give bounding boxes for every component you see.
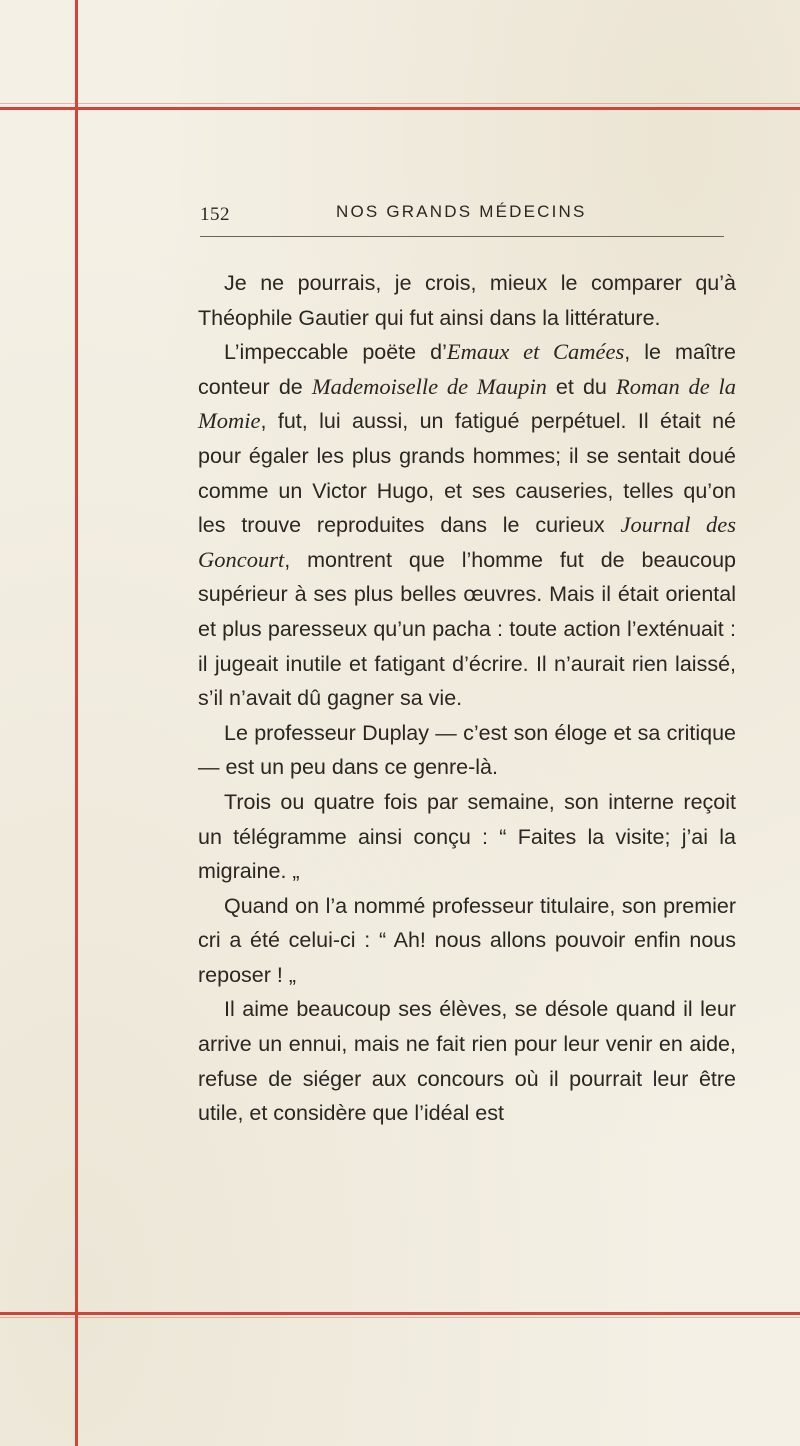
left-margin-rule: [75, 0, 78, 1446]
text-run: , fut, lui aussi, un fatigué perpétuel. Il était né pour égaler les plus grands hommes; il se sentait doué comme un Victor Hugo, et ses causeries, telles qu’on les trouve reproduites dans le curieux: [198, 409, 736, 538]
italic-title: Roman de la Momie: [198, 373, 737, 434]
text-run: Le professeur Duplay — c’est son éloge et sa critique — est un peu dans ce genre-là.: [198, 720, 736, 780]
page-number: 152: [200, 204, 230, 225]
running-head: [200, 200, 734, 226]
text-run: Il aime beaucoup ses élèves, se désole quand il leur arrive un ennui, mais ne fait rien pour leur venir en aide, refuse de siéger aux concours où il pourrait leur être utile, et considère que l’idéal est: [198, 997, 736, 1126]
paragraph: [198, 889, 736, 993]
paragraph: [198, 335, 736, 716]
bottom-margin-thin-rule: [0, 1317, 800, 1318]
header-rule: [200, 236, 724, 237]
body-text: [198, 266, 736, 1131]
italic-title: Mademoiselle de Maupin: [311, 373, 547, 399]
italic-title: Journal des Goncourt: [198, 512, 736, 572]
text-run: , le maître conteur de: [198, 340, 736, 399]
text-run: Trois ou quatre fois par semaine, son interne reçoit un télégramme ainsi conçu : “ Faites la visite; j’ai la migraine. „: [198, 789, 736, 884]
top-margin-rule: [0, 107, 800, 110]
text-run: L’impeccable poëte d’: [224, 340, 447, 365]
text-run: Je ne pourrais, je crois, mieux le comparer qu’à Théophile Gautier qui fut ainsi dans la littérature.: [198, 271, 736, 330]
paragraph: [198, 992, 736, 1130]
text-run: Quand on l’a nommé professeur titulaire, son premier cri a été celui-ci : “ Ah! nous allons pouvoir enfin nous reposer ! „: [198, 893, 736, 987]
paragraph: [198, 716, 736, 785]
paragraph: [198, 785, 736, 889]
top-margin-thin-rule: [0, 103, 800, 104]
text-run: et du: [546, 374, 616, 399]
running-title: NOS GRANDS MÉDECINS: [336, 202, 587, 221]
italic-title: Emaux et Camées: [446, 339, 625, 365]
bottom-margin-rule: [0, 1312, 800, 1315]
text-run: , montrent que l’homme fut de beaucoup supérieur à ses plus belles œuvres. Mais il était oriental et plus paresseux qu’un pacha : toute action l’exténuait : il jugeait inutile et fatigant d’écrire. Il n’aurait rien laissé, s’il n’avait dû gagner sa vie.: [198, 547, 736, 711]
paragraph: [198, 266, 736, 335]
